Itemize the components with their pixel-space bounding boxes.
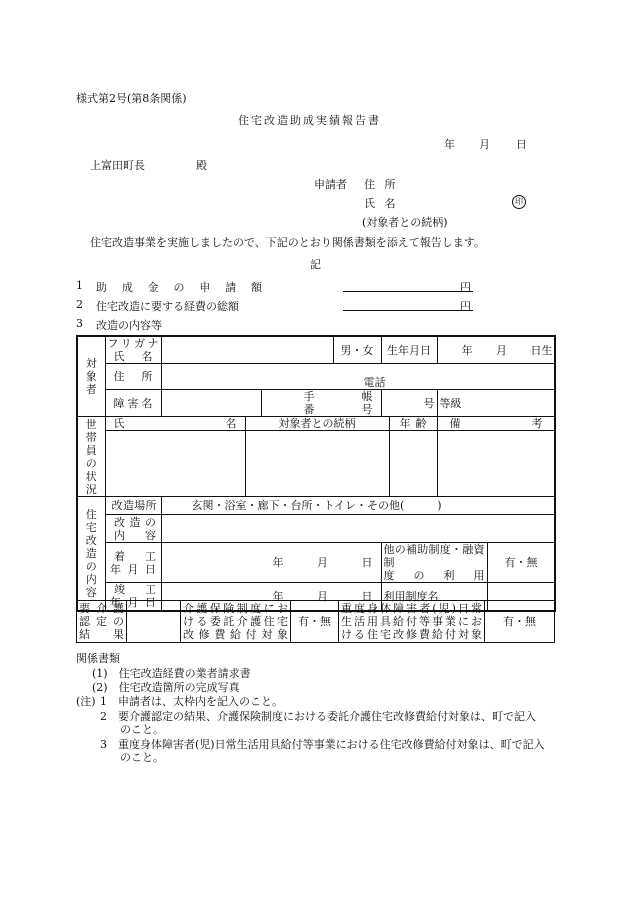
item-1-label: 助成金の申請額 [96,281,262,294]
intro-text: 住宅改造事業を実施しましたので、下記のとおり関係書類を添えて報告します。 [90,236,485,249]
note-item: 1 申請者は、太枠内を記入のこと。 [100,695,283,708]
honorific: 殿 [196,159,207,172]
care-result-field[interactable] [127,601,181,643]
furigana-name-label: フリガナ 氏 名 [105,336,161,364]
birthdate-field[interactable]: 年 月 日生 [437,336,555,364]
target-section-label: 対象者 [77,336,105,417]
household-age-field[interactable] [389,431,437,497]
content-field[interactable] [161,515,555,543]
start-date-label: 着 工 年月日 [105,543,161,583]
note-item: 2 要介護認定の結果、介護保険制度における委託介護住宅改修費給付対象は、町で記入のこと。 [100,710,536,736]
content-label: 改造の 内 容 [105,515,161,543]
item-2-number: 2 [76,298,83,311]
note-item: 3 重度身体障害者(児)日常生活用具給付等事業における住宅改修費給付対象は、町で記入のこと。 [100,738,545,764]
form-number: 様式第2号(第8条関係) [76,92,187,105]
date-year-label: 年 [444,138,455,151]
techo-number-field[interactable]: 号 [381,390,437,417]
household-section-label: 世帯員の状況 [77,417,105,497]
disability-name-label: 障害名 [105,390,161,417]
household-note-col-header: 備 考 [437,417,555,431]
household-name-field[interactable] [105,431,245,497]
finish-date-field[interactable]: 年 月 日 [161,583,381,611]
disabled-child-label: 重度身体障害者(児)日常 生活用具給付等事業にお ける住宅改修費給付対象 [339,601,485,643]
techo-label: 手 帳 番 号 [261,390,381,417]
birthdate-label: 生年月日 [381,336,437,364]
date-month-label: 月 [479,138,490,151]
item-2-line [343,310,473,311]
seal-mark: 印 [512,194,526,209]
household-relation-col-header: 対象者との続柄 [245,417,389,431]
item-1-number: 1 [76,279,83,292]
care-insurance-label: 介護保険制度にお ける委託介護住宅 改修費給付対象 [181,601,291,643]
item-3-label: 改造の内容等 [96,319,162,332]
name-field[interactable] [161,336,333,364]
finish-date-label: 竣 工 年月日 [105,583,161,611]
other-system-label: 他の補助制度・融資制 度の利用 [381,543,487,583]
household-note-field[interactable] [437,431,555,497]
docs-item: (2) 住宅改造箇所の完成写真 [92,681,240,694]
item-2-label: 住宅改造に要する経費の総額 [96,300,239,313]
addressee: 上富田町長 [90,159,145,172]
applicant-address-label: 住 所 [364,178,399,191]
household-age-col-header: 年 齢 [389,417,437,431]
item-3-number: 3 [76,317,83,330]
other-system-yes-no[interactable]: 有・無 [487,543,555,583]
household-relation-field[interactable] [245,431,389,497]
grade-label: 等級 [437,390,555,417]
place-options[interactable]: 玄関・浴室・廊下・台所・トイレ・その他( ) [161,497,555,515]
applicant-name-label: 氏 名 [364,197,399,210]
document-title: 住宅改造助成実績報告書 [238,114,381,127]
household-name-col-header: 氏 名 [105,417,245,431]
main-form-table [76,335,556,612]
disabled-child-yes-no[interactable]: 有・無 [485,601,555,643]
item-1-line [343,291,473,292]
address-label: 住 所 [105,364,161,390]
system-name-label: 利用制度名 [381,583,487,611]
sex-field[interactable]: 男・女 [333,336,381,364]
ki-label: 記 [310,258,321,271]
relation-label: (対象者との続柄) [362,216,448,229]
date-day-label: 日 [516,138,527,151]
start-date-field[interactable]: 年 月 日 [161,543,381,583]
renovation-section-label: 住宅改造の内容 [77,497,105,611]
docs-heading: 関係書類 [76,652,120,665]
notes-prefix: (注) [76,695,96,708]
place-label: 改造場所 [105,497,161,515]
address-field[interactable]: 電話 [161,364,555,390]
item-2-unit: 円 [460,300,471,313]
docs-item: (1) 住宅改造経費の業者請求書 [92,667,251,680]
office-use-table [76,600,555,643]
care-insurance-yes-no[interactable]: 有・無 [291,601,339,643]
care-result-label: 要介護 認定の 結 果 [77,601,127,643]
disability-name-field[interactable] [161,390,261,417]
item-1-unit: 円 [460,281,471,294]
applicant-label: 申請者 [314,178,347,191]
